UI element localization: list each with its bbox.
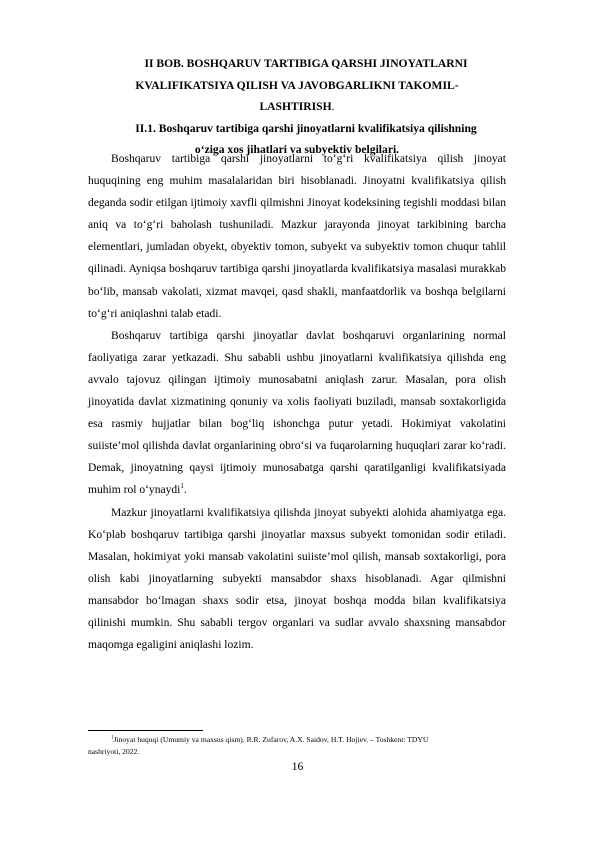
paragraph-2-period: . <box>183 484 187 497</box>
paragraph-2-text: Boshqaruv tartibiga qarshi jinoyatlar davlat boshqaruvi organlarining normal faoliyatiga zarar yetkazadi. Shu sababli ushbu jinoyatlarni kvalifikatsiya qilishda eng avvalo tajovuz qilingan ijtimoiy munosabatni aniqlash zarur. Masalan, pora olish jinoyatida davlat xizmatining qonuniy va xolis faoliyati buziladi, mansab soxtakorligida esa rasmiy hujjatlar bilan bog‘liq ishonchga putur yetadi. Hokimiyat vakolatini suiiste’mol qilishda davlat organlarining obro‘si va fuqarolarning huquqlari zarar ko‘radi. Demak, jinoyatning qaysi ijtimoiy munosabatga qarshi qaratilganligi kvalifikatsiyada muhim rol o‘ynaydi <box>88 329 506 497</box>
section-title-line-2: o‘ziga xos jihatlari va subyektiv belgilari. <box>194 143 400 157</box>
page-number: 16 <box>291 761 304 773</box>
paragraph-1: Boshqaruv tartibiga qarshi jinoyatlarni to‘g‘ri kvalifikatsiya qilish jinoyat huquqining eng muhim masalalaridan biri hisoblanadi. Jinoyatni kvalifikatsiya qilish deganda sodir etilgan ijtimoiy xavfli qilmishni Jinoyat kodeksining tegishli moddasi bilan aniq va to‘g‘ri baholash tushuniladi. Mazkur jarayonda jinoyat tarkibining barcha elementlari, jumladan obyekt, obyektiv tomon, subyekt va subyektiv tomon chuqur tahlil qilinadi. Ayniqsa boshqaruv tartibiga qarshi jinoyatlarda kvalifikatsiya masalasi murakkab bo‘lib, mansab vakolati, xizmat mavqei, qasd shakli, manfaatdorlik va boshqa belgilarni to‘g‘ri aniqlashni talab etadi. <box>88 153 506 320</box>
section-title-line-1: II.1. Boshqaruv tartibiga qarshi jinoyatlarni kvalifikatsiya qilishning <box>135 121 477 135</box>
paragraph-3: Mazkur jinoyatlarni kvalifikatsiya qilishda jinoyat subyekti alohida ahamiyatga ega. Ko‘plab boshqaruv tartibiga qarshi jinoyatlar maxsus subyekt tomonidan sodir etiladi. Masalan, hokimiyat yoki mansab vakolatini suiiste’mol qilish, mansab soxtakorligi, pora olish kabi jinoyatlarning subyekti mansabdor shaxs hisoblanadi. Agar qilmishni mansabdor bo‘lmagan shaxs sodir etsa, jinoyat boshqa modda bilan kvalifikatsiya qilinishi mumkin. Shu sababli tergov organlari va sudlar avvalo shaxsning mansabdor maqomga egaligini aniqlashi lozim. <box>88 506 506 652</box>
footnote <box>88 734 518 758</box>
chapter-title-line-3-text: LASHTIRISH <box>259 100 332 114</box>
paragraph-2 <box>88 325 506 502</box>
chapter-title-line-1: II BOB. BOSHQARUV TARTIBIGA QARSHI JINOYATLARNI <box>144 57 468 70</box>
footnote-line-1 <box>88 734 518 746</box>
chapter-title-period: . <box>331 100 335 114</box>
footnote-reference[interactable]: 1 <box>180 482 184 491</box>
footnote-line-2: nashriyoti, 2022. <box>88 747 140 756</box>
chapter-title-line-3 <box>88 96 506 118</box>
footnote-text-1: Jinoyat huquqi (Umumiy va maxsus qism). R.R. Zufarov, A.X. Saidov, H.T. Hojiev. – Toshkent: TDYU <box>113 735 429 744</box>
footnote-number: 1 <box>111 735 114 741</box>
body-text <box>88 148 506 656</box>
chapter-title-line-2: KVALIFIKATSIYA QILISH VA JAVOBGARLIKNI TAKOMIL- <box>135 78 459 92</box>
footnote-separator <box>88 730 203 731</box>
headings-block <box>88 53 506 161</box>
